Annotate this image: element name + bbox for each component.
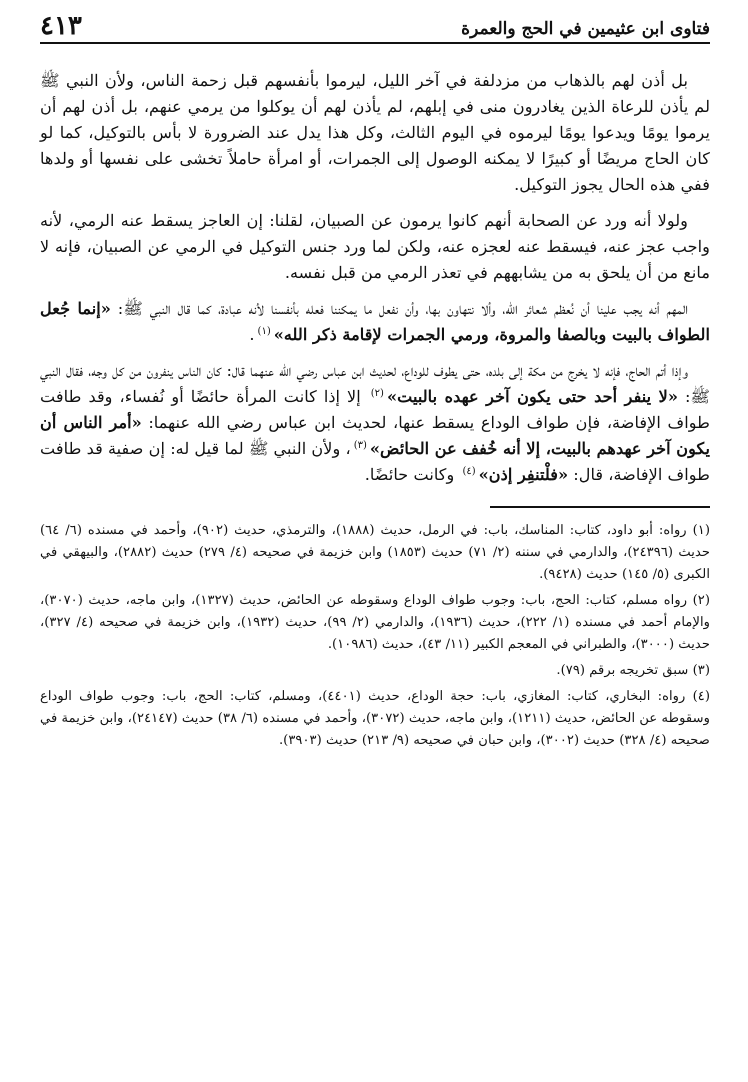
paragraph-text: بل أذن لهم بالذهاب من مزدلفة في آخر الليل، ليرموا بأنفسهم قبل زحمة الناس، ولأن النبي ﷺ لم يأذن للرعاة الذين يغادرون منى في إبلهم، لم يأذن لهم أن يوكلوا من يرمي عنهم، بل أذن لهم أن يرموا يومًا ويدعوا يومًا ليرموه في اليوم الثالث، وكل هذا يدل عند الضرورة لا بأس بالتوكيل، كما لو كان الحاج مريضًا أو كبيرًا لا يمكنه الوصول إلى الجمرات، أو امرأة حاملاً تخشى على نفسها أو ولدها ففي هذه الحال يجوز التوكيل.: [40, 71, 710, 194]
paragraph-text: .: [249, 325, 255, 344]
paragraph: [40, 358, 710, 488]
footnotes: [40, 520, 710, 752]
paragraph: [40, 68, 710, 198]
main-text: [40, 68, 710, 488]
footnote: (٤) رواه: البخاري، كتاب: المغازي، باب: حجة الوداع، حديث (٤٤٠١)، ومسلم، كتاب: الحج، باب: وجوب طواف الوداع وسقوطه عن الحائض، حديث (١٢١١)، وابن ماجه، حديث (٣٠٧٢)، وأحمد في مسنده (٦/ ٣٨) حديث (٢٤١٤٧)، وابن خزيمة في صحيحه (٤/ ٣٢٨) حديث (٣٠٠٢)، وابن حبان في صحيحه (٩/ ٢١٣) حديث (٣٩٠٣).: [40, 689, 711, 748]
paragraph-text: ولولا أنه ورد عن الصحابة أنهم كانوا يرمون عن الصبيان، لقلنا: إن العاجز يسقط عنه الرمي، لأنه واجب عجز عنه، فيسقط عنه لعجزه عنه، ولكن لما ورد جنس التوكيل في الرمي عن الصبيان، فإنه لا مانع من أن يلحق به من يشابههم في تعذر الرمي من قبل نفسه.: [40, 211, 710, 282]
footnote-reference: (٣): [353, 439, 367, 451]
running-title: فتاوى ابن عثيمين في الحج والعمرة: [461, 19, 710, 39]
paragraph-text: المهم أنه يجب علينا أن نُعظم شعائر الله، وألا نتهاون بها، وأن نفعل ما يمكننا فعله بأنفسنا لأنه عبادة، كما قال النبي ﷺ:: [110, 299, 688, 318]
footnote: (٣) سبق تخريجه برقم (٧٩).: [556, 663, 710, 678]
paragraph: [40, 296, 710, 348]
paragraph-text: ، ولأن النبي ﷺ لما قيل له: إن صفية قد طافت طواف الإفاضة، قال:: [40, 439, 710, 484]
footnote-divider: [490, 506, 710, 508]
footnote-reference: (٢): [370, 387, 384, 399]
hadith-quote: «فلْتنفِر إذن»: [478, 465, 569, 484]
book-page: [40, 6, 710, 1076]
hadith-quote: «لا ينفر أحد حتى يكون آخر عهده بالبيت»: [386, 387, 678, 406]
footnote: (٢) رواه مسلم، كتاب: الحج، باب: وجوب طواف الوداع وسقوطه عن الحائض، حديث (١٣٢٧)، وابن ماجه، حديث (٣٠٧٠)، والإمام أحمد في مسنده (١/ ٢٢٢)، حديث (١٩٣٦)، والدارمي (٢/ ٩٩)، حديث (١٩٣٢)، وابن خزيمة في صحيحه (٤/ ٣٢٧)، حديث (٣٠٠٠)، والطبراني في المعجم الكبير (١١/ ٤٣)، حديث (١٠٩٨٦).: [40, 593, 711, 652]
hadith-quote: «أمر الناس أن يكون آخر عهدهم بالبيت، إلا أنه خُفف عن الحائض»: [40, 413, 710, 458]
paragraph-text: إلا إذا كانت المرأة حائضًا أو نُفساء، وقد طافت طواف الإفاضة، فإن طواف الوداع يسقط عنها، لحديث ابن عباس رضي الله عنهما:: [40, 387, 710, 432]
paragraph-text: وإذا أتم الحاج، فإنه لا يخرج من مكة إلى بلده، حتى يطوف للوداع، لحديث ابن عباس رضي الله عنهما قال: كان الناس ينفرون من كل وجه، فقال النبي ﷺ:: [40, 361, 710, 406]
page-header: [40, 6, 710, 44]
page-number: ٤١٣: [40, 11, 82, 41]
paragraph-text: وكانت حائضًا.: [364, 465, 460, 484]
hadith-quote: «إنما جُعل الطواف بالبيت وبالصفا والمروة، ورمي الجمرات لإقامة ذكر الله»: [40, 299, 710, 344]
footnote-reference: (١): [257, 325, 271, 337]
paragraph: [40, 208, 710, 286]
footnote-reference: (٤): [462, 465, 476, 477]
footnote: (١) رواه: أبو داود، كتاب: المناسك، باب: في الرمل، حديث (١٨٨٨)، والترمذي، حديث (٩٠٢)، وأحمد في مسنده (٦/ ٦٤) حديث (٢٤٣٩٦)، والدارمي في سننه (٢/ ٧١) حديث (١٨٥٣) وابن خزيمة في صحيحه (٤/ ٢٧٩) حديث (٢٨٨٢)، والبيهقي في الكبرى (٥/ ١٤٥) حديث (٩٤٢٨).: [40, 523, 711, 582]
